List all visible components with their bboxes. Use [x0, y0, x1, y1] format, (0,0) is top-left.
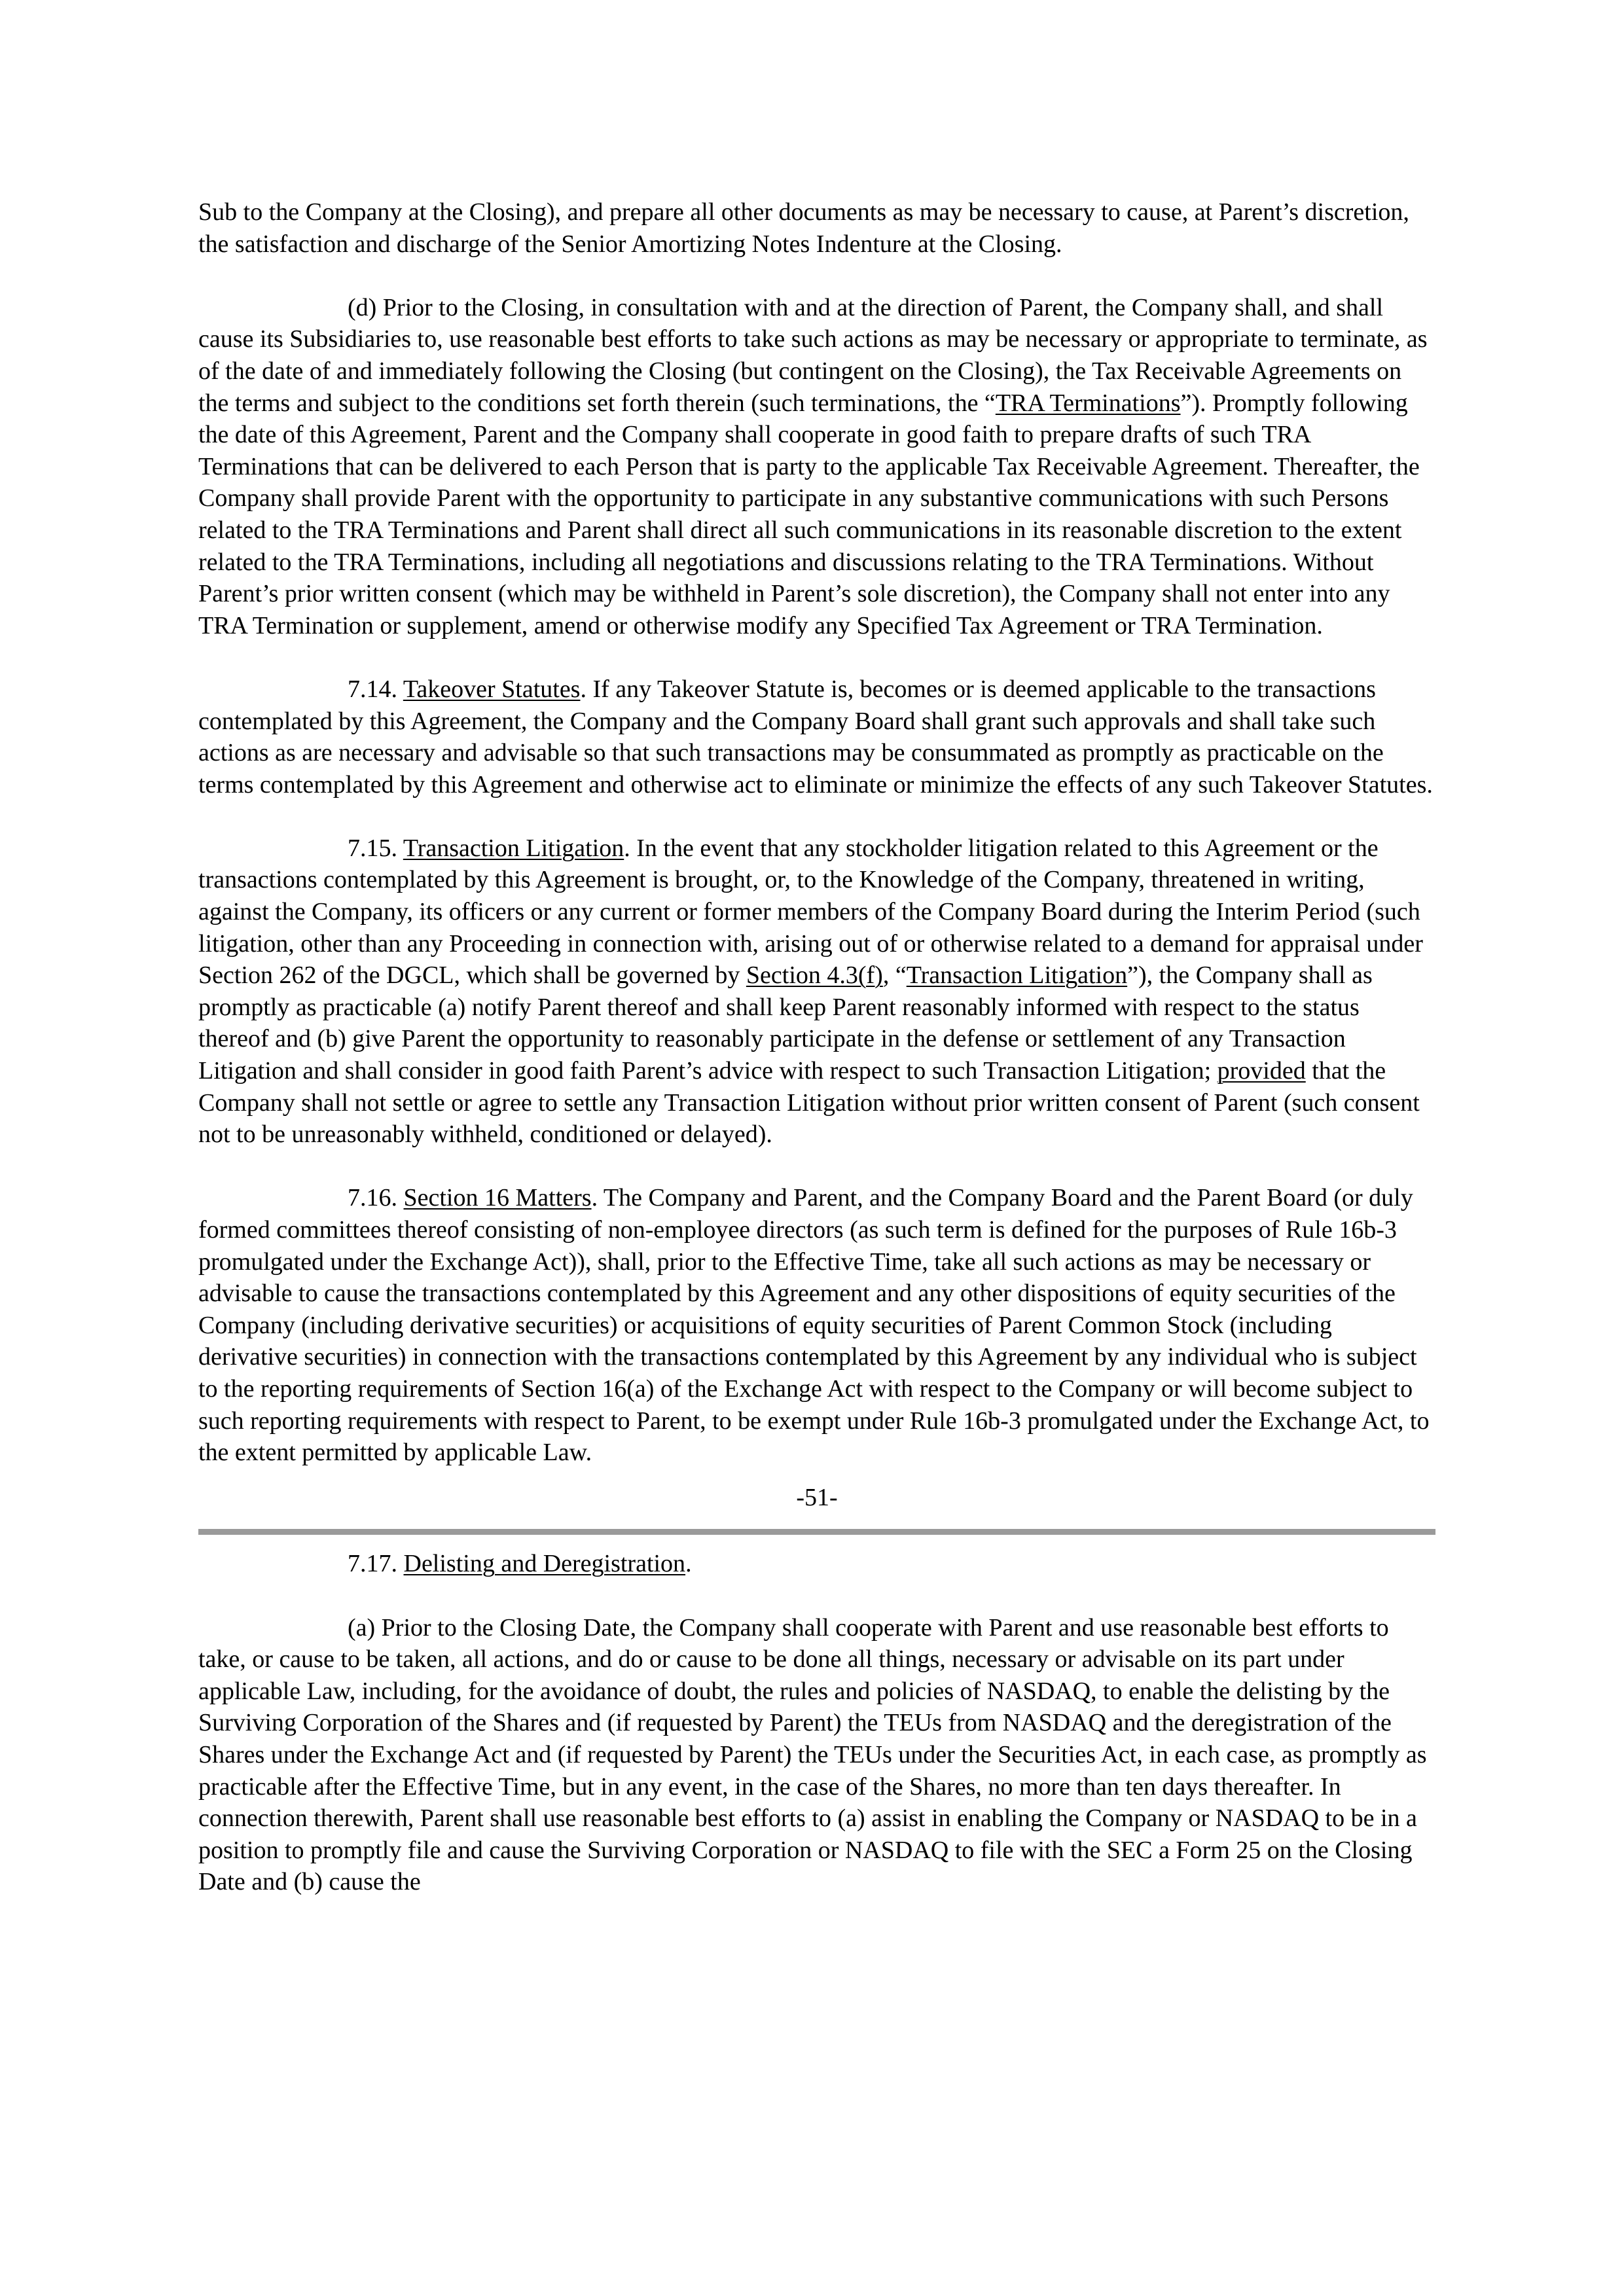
defined-term-tra-terminations: TRA Terminations	[995, 389, 1181, 417]
section-7-14	[198, 673, 1435, 800]
section-7-15-text-1: . In the event that any stockholder litigation related to this Agreement or the transactions contemplated by this Agreement is brought, or, to the Knowledge of the Company, threatened in writing, against the Company, its officers or any current or former members of the Company Board during the Interim Period (such litigation, other than any Proceeding in connection with, arising out of or otherwise related to a demand for appraisal under Section 262 of the DGCL, which shall be governed by	[198, 834, 1423, 990]
section-7-15-text-4: that the Company shall not settle or agree to settle any Transaction Litigation without prior written consent of Parent (such consent not to be unreasonably withheld, conditioned or delayed).	[198, 1057, 1420, 1149]
continuation-paragraph	[198, 196, 1435, 260]
defined-term-transaction-litigation: Transaction Litigation	[906, 961, 1128, 990]
section-7-17	[198, 1548, 1435, 1580]
section-7-14-heading: Takeover Statutes	[403, 675, 581, 703]
paragraph-d-text-1: (d) Prior to the Closing, in consultation with and at the direction of Parent, the Company shall, and shall cause its Subsidiaries to, use reasonable best efforts to take such actions as may be necessary or appropriate to terminate, as of the date of and immediately following the Closing (but contingent on the Closing), the Tax Receivable Agreements on the terms and subject to the conditions set forth therein (such terminations, the “	[198, 293, 1428, 417]
section-7-16	[198, 1182, 1435, 1468]
cross-reference-section-4-3f: Section 4.3(f)	[746, 961, 883, 990]
section-7-14-body: . If any Takeover Statute is, becomes or is deemed applicable to the transactions contemplated by this Agreement, the Company and the Company Board shall grant such approvals and shall take such actions as are necessary and advisable so that such transactions may be consummated as promptly as practicable on the terms contemplated by this Agreement and otherwise act to eliminate or minimize the effects of any such Takeover Statutes.	[198, 675, 1433, 798]
section-7-16-body: . The Company and Parent, and the Company Board and the Parent Board (or duly formed committees thereof consisting of non-employee directors (as such term is defined for the purposes of Rule 16b-3 promulgated under the Exchange Act)), shall, prior to the Effective Time, take all such actions as may be necessary or advisable to cause the transactions contemplated by this Agreement and any other dispositions of equity securities of the Company (including derivative securities) or acquisitions of equity securities of Parent Common Stock (including derivative securities) in connection with the transactions contemplated by this Agreement by any individual who is subject to the reporting requirements of Section 16(a) of the Exchange Act with respect to the Company or will become subject to such reporting requirements with respect to Parent, to be exempt under Rule 16b-3 promulgated under the Exchange Act, to the extent permitted by applicable Law.	[198, 1184, 1430, 1467]
section-7-14-number: 7.14.	[348, 675, 403, 703]
page-number: -51-	[796, 1483, 838, 1511]
section-7-15-text-2: , “	[882, 961, 907, 990]
section-7-15-number: 7.15.	[348, 834, 403, 862]
section-7-15-heading: Transaction Litigation	[403, 834, 624, 862]
continuation-text: Sub to the Company at the Closing), and prepare all other documents as may be necessary to cause, at Parent’s discretion, the satisfaction and discharge of the Senior Amortizing Notes Indenture at the Closing.	[198, 198, 1409, 258]
section-7-15	[198, 833, 1435, 1151]
proviso-term: provided	[1217, 1057, 1306, 1085]
section-7-17-heading: Delisting and Deregistration	[403, 1550, 686, 1578]
section-7-16-number: 7.16.	[348, 1184, 404, 1212]
paragraph-a-text: (a) Prior to the Closing Date, the Company shall cooperate with Parent and use reasonable best efforts to take, or cause to be taken, all actions, and do or cause to be done all things, necessary or advisable on its part under applicable Law, including, for the avoidance of doubt, the rules and policies of NASDAQ, to enable the delisting by the Surviving Corporation of the Shares and (if requested by Parent) the TEUs from NASDAQ and the deregistration of the Shares under the Exchange Act and (if requested by Parent) the TEUs under the Securities Act, in each case, as promptly as practicable after the Effective Time, but in any event, in the case of the Shares, no more than ten days thereafter. In connection therewith, Parent shall use reasonable best efforts to (a) assist in enabling the Company or NASDAQ to be in a position to promptly file and cause the Surviving Corporation or NASDAQ to file with the SEC a Form 25 on the Closing Date and (b) cause the	[198, 1613, 1427, 1896]
page-break-divider	[198, 1529, 1435, 1535]
section-7-15-text-3: ”), the Company shall as promptly as practicable (a) notify Parent thereof and shall keep Parent reasonably informed with respect to the status thereof and (b) give Parent the opportunity to reasonably participate in the defense or settlement of any Transaction Litigation and shall consider in good faith Parent’s advice with respect to such Transaction Litigation;	[198, 961, 1373, 1085]
paragraph-d	[198, 292, 1435, 642]
section-7-17-end: .	[685, 1550, 692, 1578]
document-page	[198, 196, 1435, 1929]
section-7-17-number: 7.17.	[348, 1550, 404, 1578]
section-7-16-heading: Section 16 Matters	[403, 1184, 592, 1212]
paragraph-d-text-2: ”). Promptly following the date of this Agreement, Parent and the Company shall cooperate in good faith to prepare drafts of such TRA Terminations that can be delivered to each Person that is party to the applicable Tax Receivable Agreement. Thereafter, the Company shall provide Parent with the opportunity to participate in any substantive communications with such Persons related to the TRA Terminations and Parent shall direct all such communications in its reasonable discretion to the extent related to the TRA Terminations, including all negotiations and discussions relating to the TRA Terminations. Without Parent’s prior written consent (which may be withheld in Parent’s sole discretion), the Company shall not enter into any TRA Termination or supplement, amend or otherwise modify any Specified Tax Agreement or TRA Termination.	[198, 389, 1420, 639]
paragraph-a	[198, 1612, 1435, 1898]
